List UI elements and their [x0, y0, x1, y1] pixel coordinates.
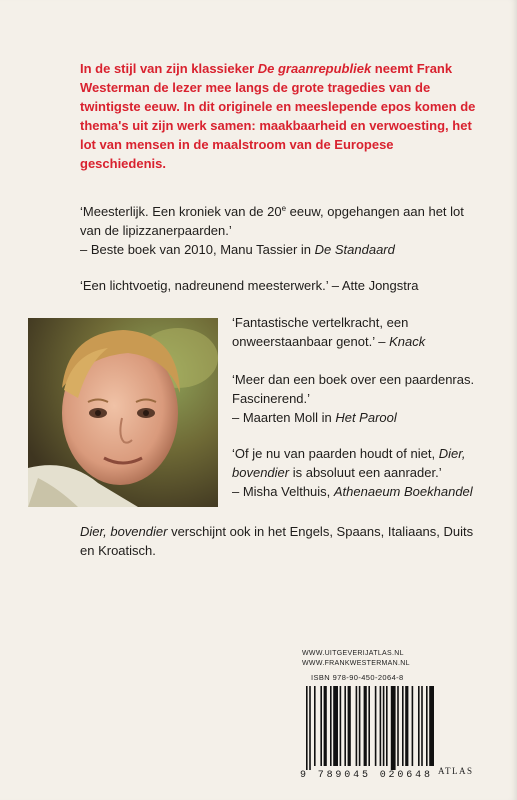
- barcode-bar: [306, 686, 308, 770]
- quote-athenaeum: [232, 444, 482, 501]
- barcode-bar: [383, 686, 385, 766]
- quote-text: eeuw, opgehangen aan het lot van de lipizzanerpaarden.’: [80, 204, 464, 238]
- quote-text: is absoluut een aanrader.’: [289, 465, 442, 480]
- websites: [302, 649, 472, 669]
- publisher-name: ATLAS: [438, 766, 474, 776]
- website-link-westerman[interactable]: WWW.FRANKWESTERMAN.NL: [302, 660, 410, 667]
- quote-attribution: – Misha Velthuis,: [232, 484, 334, 499]
- barcode-bar: [368, 686, 370, 766]
- isbn-number: ISBN 978-90-450-2064-8: [311, 673, 404, 682]
- barcode-bar: [356, 686, 358, 766]
- barcode-bar: [359, 686, 361, 766]
- red-blurb: [80, 59, 480, 173]
- quote-jongstra: [80, 276, 480, 295]
- translations-note: [80, 522, 480, 560]
- barcode-bar: [412, 686, 414, 766]
- barcode-bar: [421, 686, 423, 766]
- website-link-atlas[interactable]: WWW.UITGEVERIJATLAS.NL: [302, 650, 404, 657]
- barcode-bar: [397, 686, 399, 766]
- quote-text: ‘Meer dan een boek over een paardenras. Fascinerend.’: [232, 372, 475, 406]
- quote-parool: [232, 370, 482, 427]
- barcode-bar: [391, 686, 396, 770]
- author-photo: [28, 318, 218, 507]
- quote-attribution: – Maarten Moll in: [232, 410, 336, 425]
- quote-source: De Standaard: [314, 242, 395, 257]
- barcode-bar: [375, 686, 377, 766]
- barcode-bar: [380, 686, 382, 766]
- barcode-bar: [348, 686, 351, 766]
- quote-text: ‘Een lichtvoetig, nadreunend meesterwerk.’ – Atte Jongstra: [80, 278, 419, 293]
- book-title: Dier, bovendier: [80, 524, 168, 539]
- quote-text: ‘Fantastische vertelkracht, een onweerstaanbaar genot.’ –: [232, 315, 409, 349]
- barcode-bar: [426, 686, 428, 766]
- note-text: verschijnt ook in het Engels, Spaans, Italiaans, Duits en Kroatisch.: [80, 524, 474, 558]
- blurb-text-2: neemt Frank Westerman de lezer mee langs de grote tragedies van de twintigste eeuw. In dit originele en meeslepende epos komen de thema's uit zijn werk samen: maakbaarheid en verwoesting, het lot van mensen in de maalstroom van de Europese geschiedenis.: [80, 61, 476, 171]
- barcode-bar: [402, 686, 404, 766]
- quote-text: ‘Of je nu van paarden houdt of niet,: [232, 446, 439, 461]
- barcode-bar: [320, 686, 322, 766]
- quote-source: Athenaeum Boekhandel: [333, 484, 473, 499]
- barcode-digits: 9 789045 020648: [300, 770, 430, 780]
- blurb-text-1: In de stijl van zijn klassieker: [80, 61, 258, 76]
- barcode-bar: [330, 686, 332, 766]
- book-title: Dier, bovendier: [232, 446, 466, 480]
- barcode-bar: [309, 686, 311, 770]
- blurb-title: De graanrepubliek: [257, 61, 372, 76]
- barcode-bar: [340, 686, 342, 766]
- quote-knack: [232, 313, 482, 351]
- barcode-bar: [314, 686, 316, 766]
- quote-source: Het Parool: [335, 410, 397, 425]
- barcode-bar: [324, 686, 327, 766]
- quote-text: ‘Meesterlijk. Een kroniek van de 20: [80, 204, 282, 219]
- barcode-bar: [333, 686, 338, 766]
- barcode-bar: [364, 686, 367, 766]
- barcode-bar: [344, 686, 346, 766]
- quote-source: Knack: [389, 334, 426, 349]
- superscript: e: [281, 204, 287, 213]
- barcode-bar: [429, 686, 434, 766]
- barcode-bar: [418, 686, 420, 766]
- quote-standaard: [80, 202, 480, 259]
- barcode-bar: [405, 686, 408, 766]
- barcode-bar: [386, 686, 388, 766]
- quote-attribution: – Beste boek van 2010, Manu Tassier in: [80, 242, 315, 257]
